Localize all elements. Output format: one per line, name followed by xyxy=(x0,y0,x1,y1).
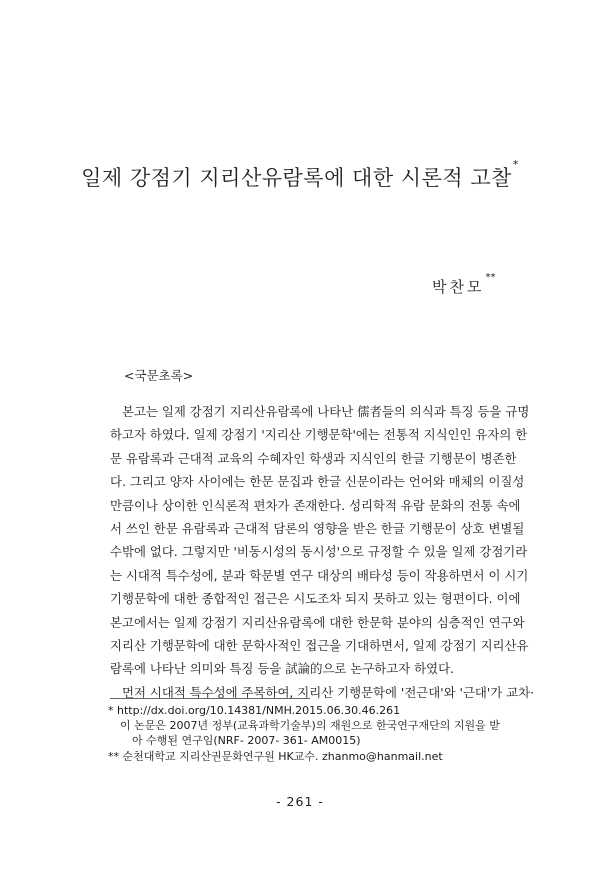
abstract-line: 기행문학에 대한 종합적인 접근은 시도조차 되지 못하고 있는 형편이다. 이에 xyxy=(110,591,521,607)
abstract-body xyxy=(110,400,535,704)
paper-title xyxy=(0,158,600,192)
page-number: - 261 - xyxy=(276,794,324,809)
abstract-line: 다. 그리고 양자 사이에는 한문 문집과 한글 신문이라는 언어와 매체의 이질성 xyxy=(110,474,525,490)
author-name-text: 박찬모 xyxy=(432,278,485,296)
title-footnote-mark: * xyxy=(512,158,519,171)
author-name xyxy=(432,272,496,297)
abstract-line: 하고자 하였다. 일제 강점기 '지리산 기행문학'에는 전통적 지식인인 유자의 한 xyxy=(110,427,528,443)
footnote-funding-cont: 아 수행된 연구임(NRF- 2007- 361- AM0015) xyxy=(132,734,361,748)
author-footnote-mark: ** xyxy=(485,272,496,283)
abstract-line: 문 유람록과 근대적 교육의 수혜자인 학생과 지식인의 한글 기행문이 병존한 xyxy=(110,450,517,466)
abstract-line: 지리산 기행문학에 대한 문학사적인 접근을 기대하면서, 일제 강점기 지리산유 xyxy=(110,638,529,654)
footnote-doi: * http://dx.doi.org/10.14381/NMH.2015.06.30.46.261 xyxy=(108,704,401,717)
abstract-line: 먼저 시대적 특수성에 주목하여, 지리산 기행문학에 '전근대'와 '근대'가 교차· xyxy=(122,684,535,700)
abstract-line: 람록에 나타난 의미와 특징 등을 試論的으로 논구하고자 하였다. xyxy=(110,661,454,677)
abstract-line: 본고에서는 일제 강점기 지리산유람록에 대한 한문학 분야의 심층적인 연구와 xyxy=(110,614,525,630)
paper-title-text: 일제 강점기 지리산유람록에 대한 시론적 고찰 xyxy=(81,166,512,190)
abstract-line: 만큼이나 상이한 인식론적 편차가 존재한다. 성리학적 유람 문화의 전통 속에 xyxy=(110,497,521,513)
footnote-divider xyxy=(110,698,310,699)
footnote-author-affiliation: ** 순천대학교 지리산권문화연구원 HK교수. zhanmo@hanmail.net xyxy=(108,749,443,763)
footnote-funding: 이 논문은 2007년 정부(교육과학기술부)의 재원으로 한국연구재단의 지원을 받 xyxy=(120,719,500,733)
abstract-label: <국문초록> xyxy=(124,368,194,383)
abstract-line: 본고는 일제 강점기 지리산유람록에 나타난 儒者들의 의식과 특징 등을 규명 xyxy=(122,404,530,419)
abstract-line: 서 쓰인 한문 유람록과 근대적 담론의 영향을 받은 한글 기행문이 상호 변별될 xyxy=(110,521,525,537)
footnotes xyxy=(108,703,508,764)
abstract-line: 는 시대적 특수성에, 분과 학문별 연구 대상의 배타성 등이 작용하면서 이 시기 xyxy=(110,567,529,583)
abstract-line: 수밖에 없다. 그렇지만 '비동시성의 동시성'으로 규정할 수 있을 일제 강점기라 xyxy=(110,544,528,560)
